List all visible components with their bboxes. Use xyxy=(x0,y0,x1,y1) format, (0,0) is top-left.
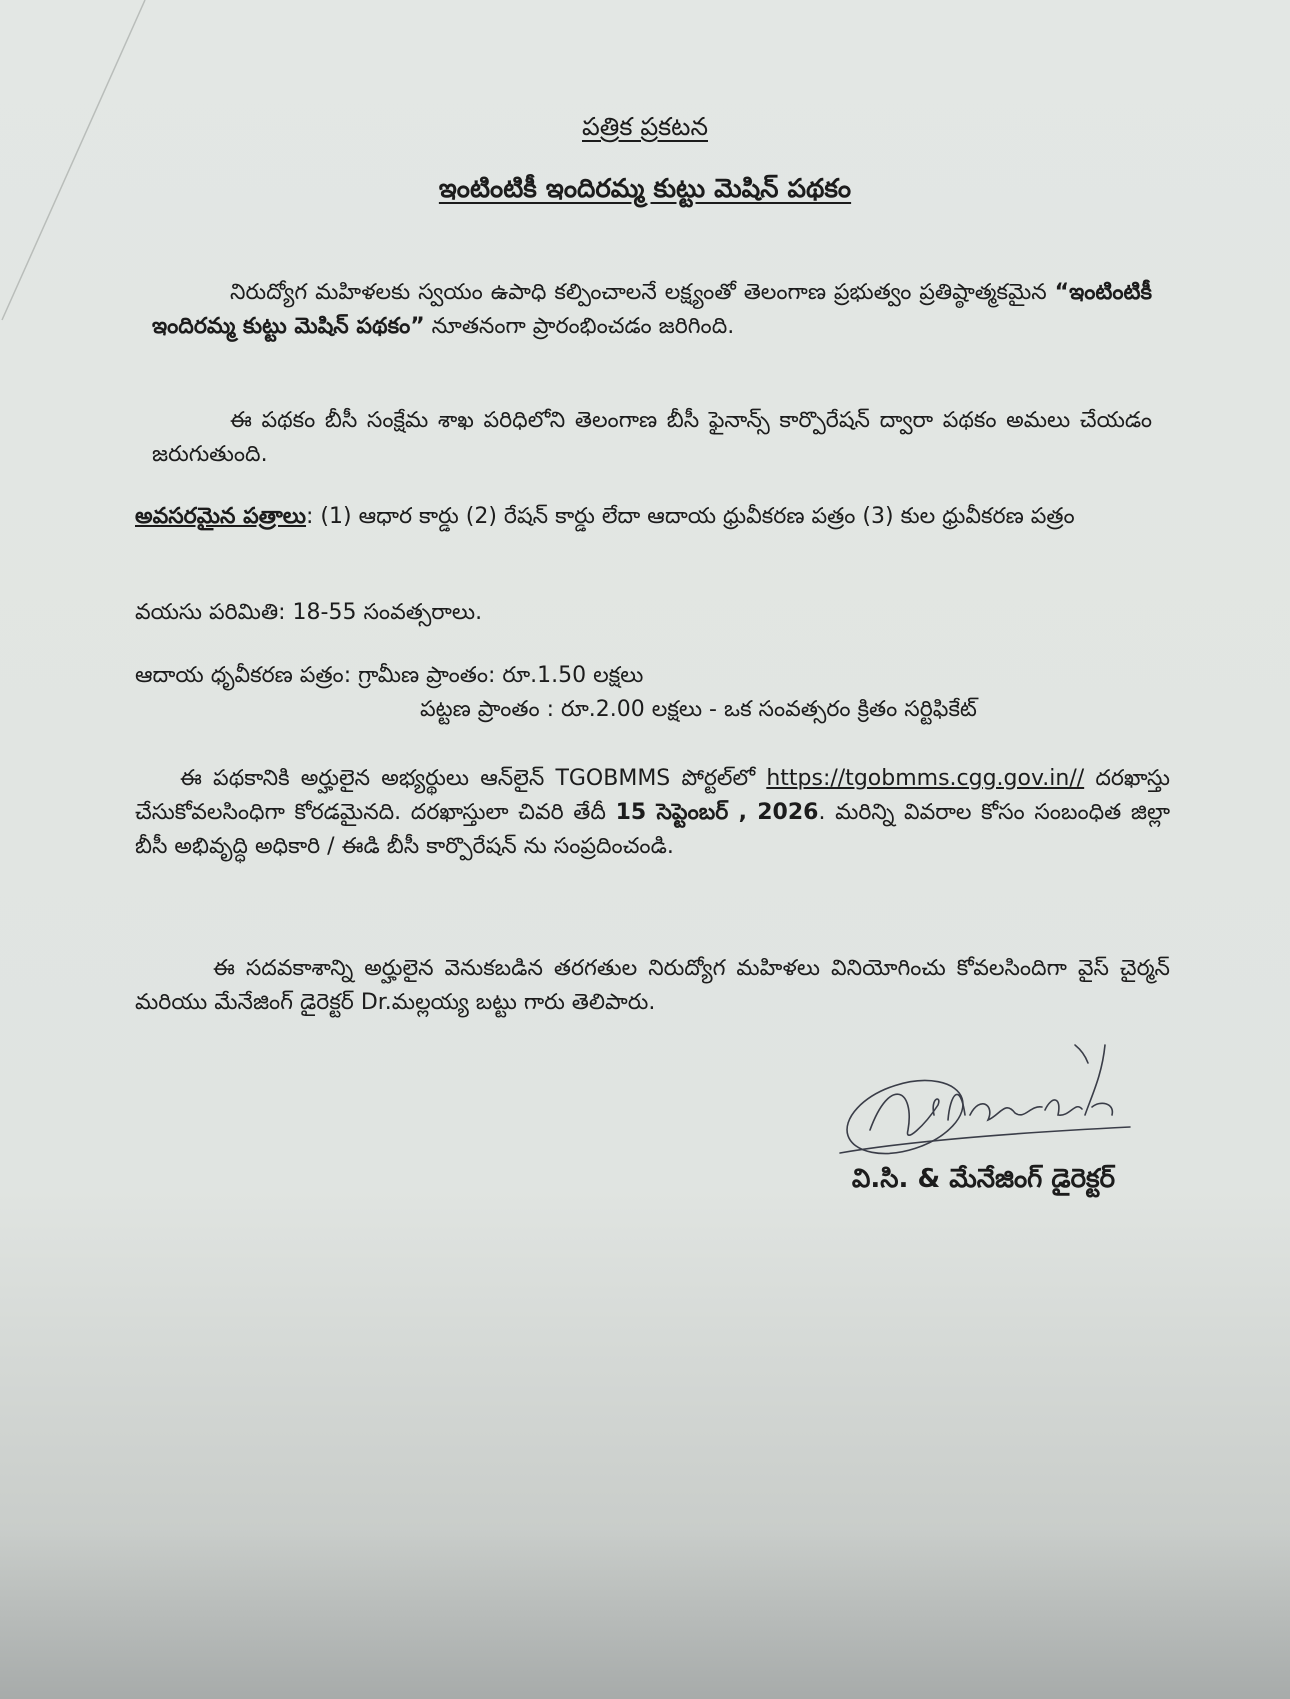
intro-paragraph xyxy=(152,276,1152,344)
scheme-title: ఇంటింటికీ ఇందిరమ్మ కుట్టు మెషిన్ పథకం xyxy=(438,174,852,204)
required-documents-list: : (1) ఆధార కార్డు (2) రేషన్ కార్డు లేదా ఆదాయ ధ్రువీకరణ పత్రం (3) కుల ధ్రువీకరణ పత్రం xyxy=(306,504,1075,529)
document-title: పత్రిక ప్రకటన xyxy=(582,112,708,141)
income-certificate-urban: పట్టణ ప్రాంతం : రూ.2.00 లక్షలు - ఒక సంవత్సరం క్రితం సర్టిఫికేట్ xyxy=(420,697,977,722)
application-paragraph xyxy=(135,762,1170,864)
implementation-paragraph xyxy=(152,404,1152,472)
last-date: 15 సెప్టెంబర్ , 2026 xyxy=(615,800,819,825)
application-text-mid: దరఖాస్తు చేసుకోవలసింధిగా కోరడమైనది. దరఖాస్తులా చివరి తేదీ xyxy=(135,766,1170,825)
required-documents xyxy=(135,500,1170,534)
income-certificate-rural: ఆదాయ ధృవీకరణ పత్రం: గ్రామీణ ప్రాంతం: రూ.1.50 లక్షలు xyxy=(135,663,644,688)
portal-url[interactable]: https://tgobmms.cgg.gov.in// xyxy=(766,766,1085,791)
application-text-start: ఈ పథకానికి అర్హులైన అభ్యర్థులు ఆన్‌లైన్ TGOBMMS పోర్టల్‌లో xyxy=(180,766,767,791)
required-documents-label: అవసరమైన పత్రాలు xyxy=(135,504,307,529)
handwritten-signature xyxy=(830,1035,1140,1165)
signatory-designation: వి.సి. & మేనేజింగ్ డైరెక్టర్ xyxy=(851,1164,1115,1194)
implementation-text: ఈ పథకం బీసీ సంక్షేమ శాఖ పరిధిలోని తెలంగాణ బీసీ ఫైనాన్స్ కార్పొరేషన్ ద్వారా పథకం అమలు చేయడం జరుగుతుంది. xyxy=(152,408,1152,467)
scheme-name-inline: “ఇంటింటికీ ఇందిరమ్మ కుట్టు మెషిన్ పథకం” xyxy=(152,280,1152,339)
closing-paragraph xyxy=(135,952,1170,1020)
closing-text: ఈ సదవకాశాన్ని అర్హులైన వెనుకబడిన తరగతుల నిరుద్యోగ మహిళలు వినియోగించు కోవలసిందిగా వైస్ చైర్మన్ మరియు మేనేజింగ్ డైరెక్టర్ Dr.మల్లయ్య బట్టు గారు తెలిపారు. xyxy=(135,956,1170,1015)
application-text-end: . మరిన్ని వివరాల కోసం సంబంధిత జిల్లా బీసీ అభివృద్ధి అధికారి / ఈడి బీసీ కార్పొరేషన్ ను సంప్రదించండి. xyxy=(135,800,1170,859)
age-limit: వయసు పరిమితి: 18-55 సంవత్సరాలు. xyxy=(135,600,483,625)
intro-text-end: నూతనంగా ప్రారంభించడం జరిగింది. xyxy=(424,314,735,339)
intro-text-start: నిరుద్యోగ మహిళలకు స్వయం ఉపాధి కల్పించాలనే లక్ష్యంతో తెలంగాణ ప్రభుత్వం ప్రతిష్ఠాత్మకమైన xyxy=(230,280,1055,305)
